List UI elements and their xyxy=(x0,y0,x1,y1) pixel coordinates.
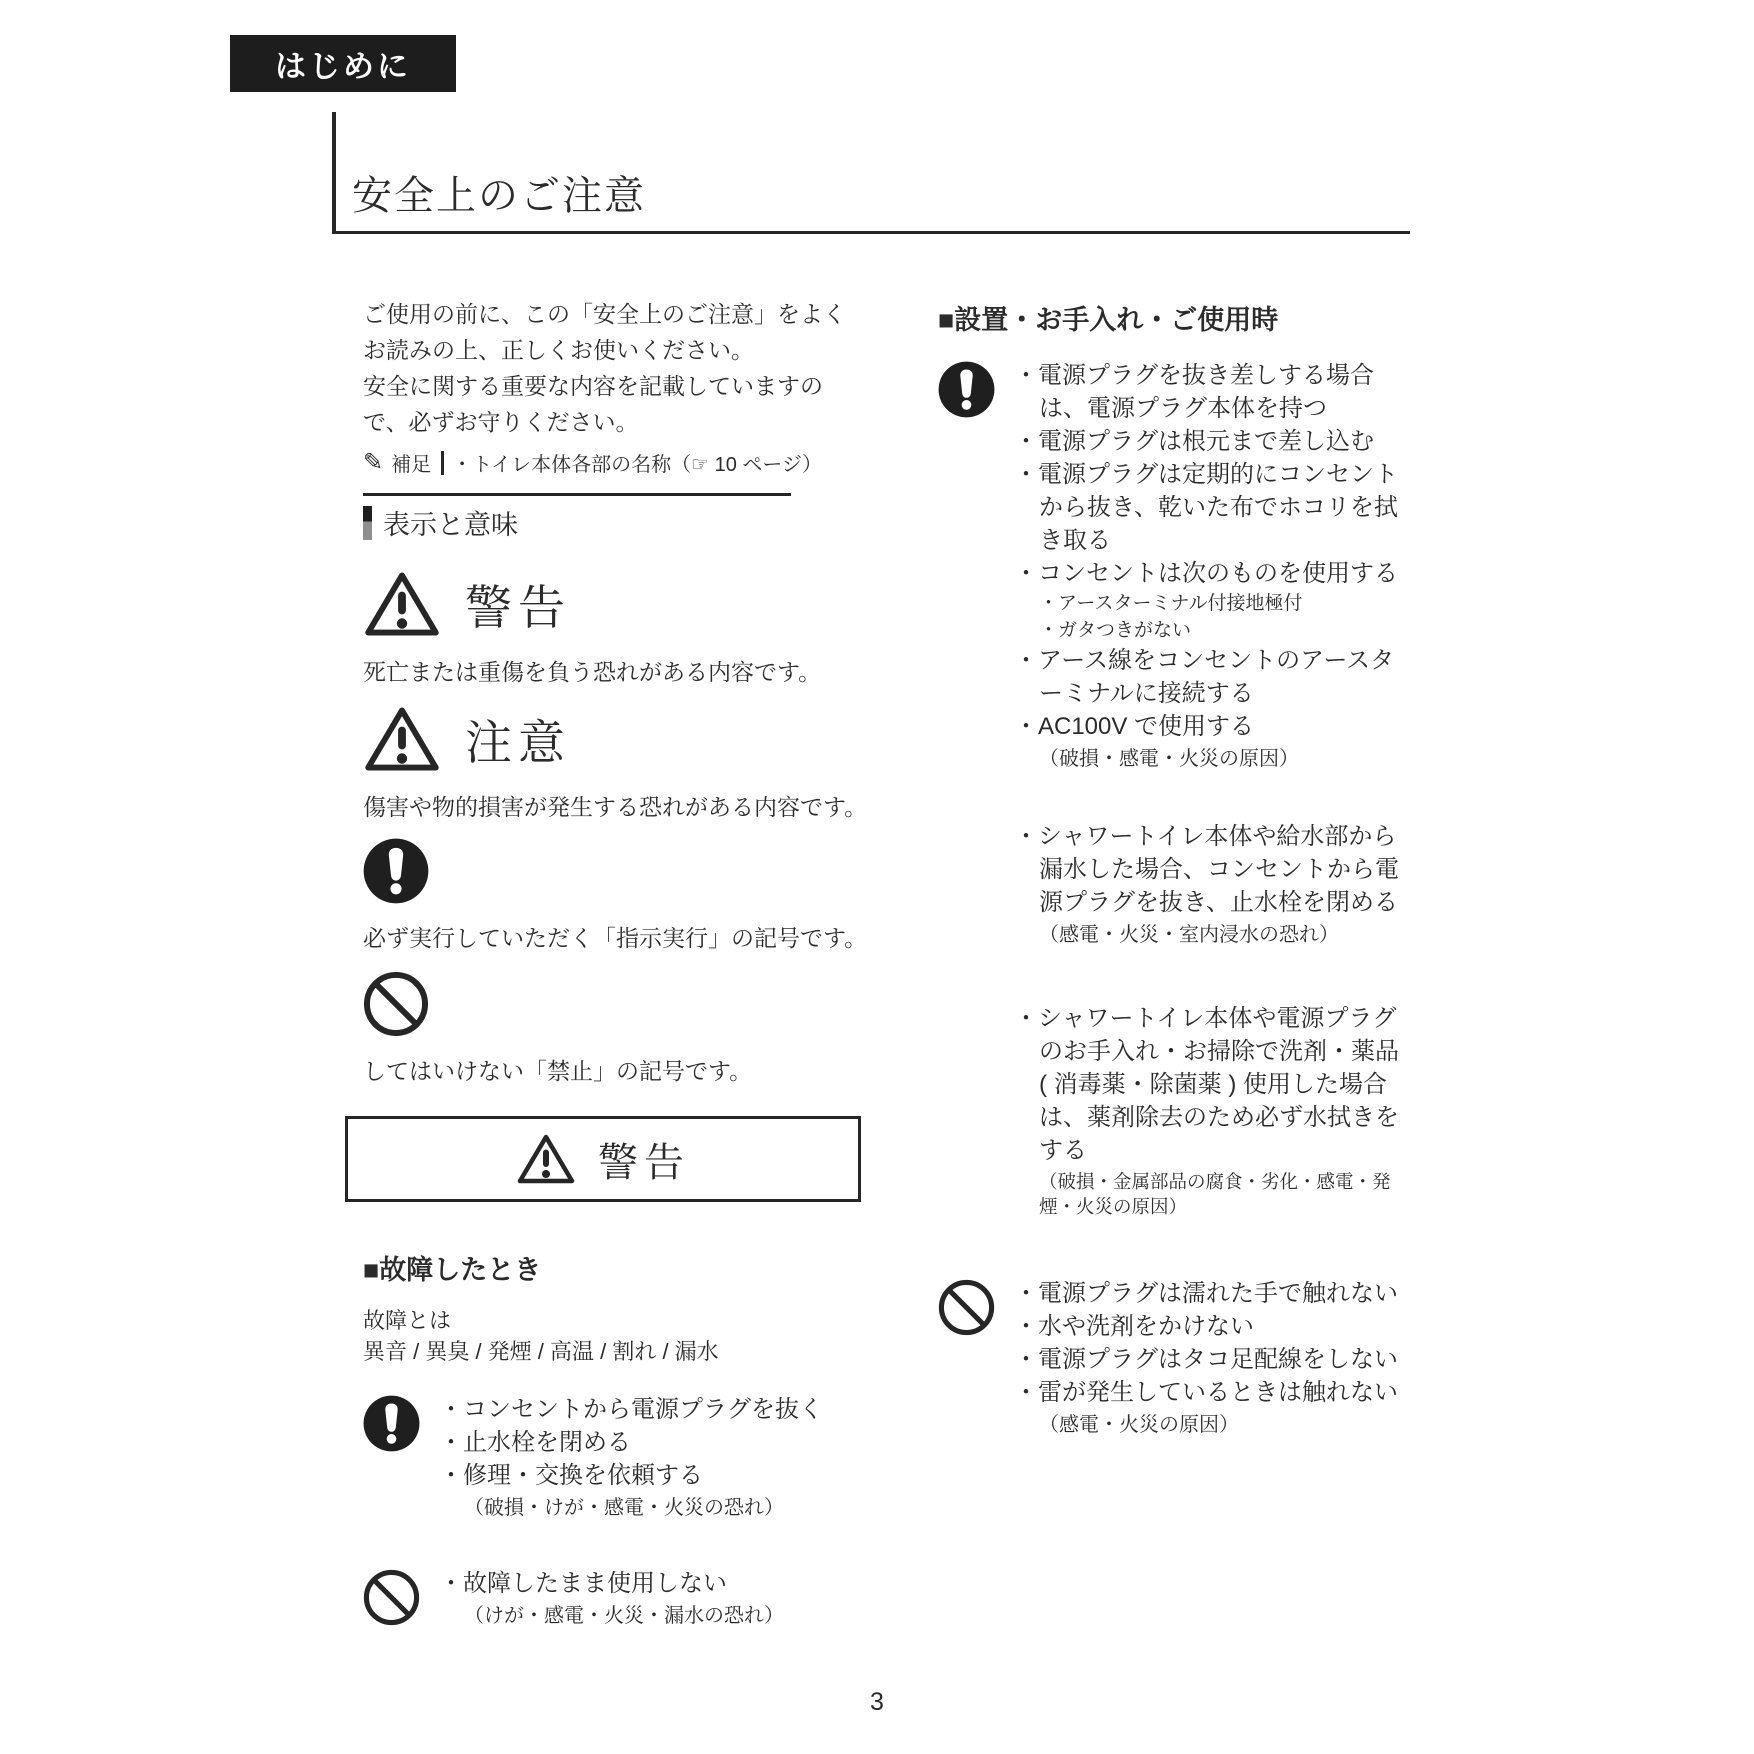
prohibition-description: してはいけない「禁止」の記号です。 xyxy=(363,1058,753,1084)
usage-section-heading: ■設置・お手入れ・ご使用時 xyxy=(938,305,1279,335)
hazard-note: （けが・感電・火災・漏水の恐れ） xyxy=(464,1605,784,1627)
hazard-note: （破損・けが・感電・火災の恐れ） xyxy=(464,1497,784,1519)
prohibition-icon xyxy=(363,971,868,1037)
warning-description: 死亡または重傷を負う恐れがある内容です。 xyxy=(363,659,822,685)
usage-prohibited-group xyxy=(938,1277,1400,1440)
fault-mandatory-group xyxy=(363,1393,868,1523)
hazard-note: （破損・金属部品の腐食・劣化・感電・発煙・火災の原因） xyxy=(1039,1171,1391,1217)
bullet-item: ・コンセントから電源プラグを抜く xyxy=(439,1396,823,1423)
legend-heading-block xyxy=(363,493,791,542)
bullet-item: ・電源プラグは濡れた手で触れない xyxy=(1014,1280,1398,1307)
prohibition-icon xyxy=(938,1277,1014,1440)
bullet-item: ・シャワートイレ本体や給水部から漏水した場合、コンセントから電源プラグを抜き、止水栓を閉める xyxy=(1014,823,1399,916)
chapter-badge xyxy=(230,35,456,92)
legend-heading: 表示と意味 xyxy=(383,510,518,540)
fault-prohibited-group xyxy=(363,1567,868,1631)
bullet-item: ・故障したまま使用しない xyxy=(439,1570,727,1597)
sub-bullet-item: ・アースターミナル付接地極付 xyxy=(1039,593,1303,614)
warning-word: 警告 xyxy=(465,580,571,634)
bullet-item: ・修理・交換を依頼する xyxy=(439,1462,703,1489)
warning-box xyxy=(345,1116,861,1202)
hazard-note: （破損・感電・火災の原因） xyxy=(1039,748,1299,770)
bullet-list xyxy=(1014,1277,1400,1440)
bullet-list xyxy=(439,1393,868,1523)
pencil-icon: ✎ xyxy=(363,449,384,476)
bullet-item: ・水や洗剤をかけない xyxy=(1014,1313,1254,1340)
page-title-block xyxy=(332,112,1410,234)
bullet-item: ・電源プラグは根元まで差し込む xyxy=(1014,428,1374,455)
usage-mandatory-group xyxy=(938,359,1400,1219)
bullet-item: ・電源プラグは定期的にコンセントから抜き、乾いた布でホコリを拭き取る xyxy=(1014,461,1399,554)
left-column xyxy=(363,296,868,1631)
bullet-item: ・シャワートイレ本体や電源プラグのお手入れ・お掃除で洗剤・薬品 ( 消毒薬・除菌薬 ) 使用した場合は、薬剤除去のため必ず水拭きをする xyxy=(1014,1005,1399,1164)
bullet-item: ・雷が発生しているときは触れない xyxy=(1014,1379,1398,1406)
mandatory-description: 必ず実行していただく「指示実行」の記号です。 xyxy=(363,925,868,951)
bullet-item: ・電源プラグを抜き差しする場合は、電源プラグ本体を持つ xyxy=(1014,362,1374,422)
bullet-item: ・電源プラグはタコ足配線をしない xyxy=(1014,1346,1398,1373)
bullet-item: ・止水栓を閉める xyxy=(439,1429,631,1456)
mandatory-icon xyxy=(363,1393,439,1523)
mandatory-icon xyxy=(938,359,1014,1219)
caution-triangle-icon xyxy=(363,705,441,773)
supplement-text: ・トイレ本体各部の名称（☞ 10 ページ） xyxy=(452,454,822,476)
sub-bullet-item: ・ガタつきがない xyxy=(1039,620,1192,641)
chapter-badge-label: はじめに xyxy=(275,49,411,84)
mandatory-icon xyxy=(363,838,868,904)
fault-definition-line1: 故障とは xyxy=(363,1308,452,1333)
intro-paragraph-1: ご使用の前に、この「安全上のご注意」をよくお読みの上、正しくお使いください。 xyxy=(363,301,846,363)
fault-section-heading: ■故障したとき xyxy=(363,1255,542,1285)
fault-definition-line2: 異音 / 異臭 / 発煙 / 高温 / 割れ / 漏水 xyxy=(363,1339,719,1364)
bullet-list xyxy=(1014,359,1400,1219)
page-title: 安全上のご注意 xyxy=(352,174,646,218)
hazard-note: （感電・火災の原因） xyxy=(1039,1414,1239,1436)
warning-box-word: 警告 xyxy=(598,1140,690,1185)
caution-word: 注意 xyxy=(465,715,571,769)
intro-paragraph-2: 安全に関する重要な内容を記載していますので、必ずお守りください。 xyxy=(363,373,823,435)
warning-sign-row xyxy=(363,570,868,638)
caution-sign-row xyxy=(363,705,868,773)
hazard-note: （感電・火災・室内浸水の恐れ） xyxy=(1039,924,1339,946)
right-column xyxy=(938,298,1400,1440)
bullet-item: ・アース線をコンセントのアースターミナルに接続する xyxy=(1014,647,1395,707)
spacer xyxy=(1014,774,1400,820)
fault-definition xyxy=(363,1305,868,1367)
legend-heading-bar xyxy=(363,506,372,540)
supplement-divider xyxy=(441,451,444,475)
bullet-list xyxy=(439,1567,868,1631)
caution-description: 傷害や物的損害が発生する恐れがある内容です。 xyxy=(363,794,868,820)
supplement-label: 補足 xyxy=(391,454,432,476)
bullet-item: ・AC100V で使用する xyxy=(1014,713,1255,740)
prohibition-icon xyxy=(363,1567,439,1631)
supplement-note xyxy=(363,448,868,477)
bullet-item: ・コンセントは次のものを使用する xyxy=(1014,560,1398,587)
warning-box-triangle-icon xyxy=(516,1133,576,1185)
spacer xyxy=(1014,950,1400,1002)
warning-triangle-icon xyxy=(363,570,441,638)
page-number: 3 xyxy=(870,1688,884,1716)
intro-block xyxy=(363,296,868,440)
